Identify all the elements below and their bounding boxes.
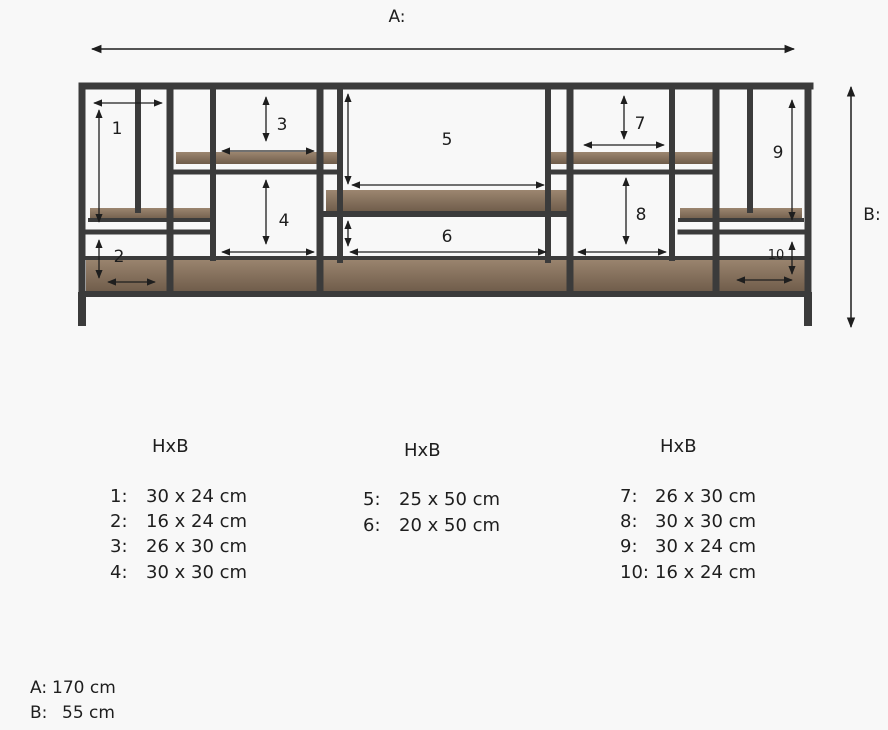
row-value: 16 x 24 cm	[655, 562, 757, 583]
row-key: 10:	[620, 562, 649, 583]
total-value: 55 cm	[62, 703, 115, 723]
bottom-shelf	[86, 258, 806, 292]
row-key: 9:	[620, 536, 638, 557]
row-key: 6:	[363, 515, 381, 536]
column-header: HxB	[152, 436, 189, 457]
row-value: 30 x 30 cm	[655, 511, 757, 532]
tv-stand-diagram	[0, 0, 888, 340]
row-key: 3:	[110, 536, 128, 557]
total-key: A:	[30, 678, 48, 698]
row-value: 16 x 24 cm	[146, 511, 248, 532]
column-header: HxB	[660, 436, 697, 457]
compartment-label: 2	[113, 247, 125, 267]
compartment-label: 6	[441, 227, 453, 247]
row-value: 30 x 30 cm	[146, 562, 248, 583]
compartment-arrows	[94, 94, 792, 282]
total-key: B:	[30, 703, 48, 723]
compartment-label: 1	[111, 119, 123, 139]
row-value: 30 x 24 cm	[146, 486, 248, 507]
row-key: 4:	[110, 562, 128, 583]
total-value: 170 cm	[52, 678, 116, 698]
column-header: HxB	[404, 440, 441, 461]
shelf-center	[326, 190, 568, 212]
row-value: 26 x 30 cm	[655, 486, 757, 507]
row-value: 25 x 50 cm	[399, 489, 501, 510]
compartment-label: 3	[276, 115, 288, 135]
row-value: 20 x 50 cm	[399, 515, 501, 536]
compartment-label: 9	[772, 143, 784, 163]
dimension-a-label: A:	[388, 7, 406, 27]
row-key: 8:	[620, 511, 638, 532]
row-value: 30 x 24 cm	[655, 536, 757, 557]
row-value: 26 x 30 cm	[146, 536, 248, 557]
row-key: 1:	[110, 486, 128, 507]
compartment-label: 5	[441, 130, 453, 150]
shelf-left-upper	[176, 152, 340, 164]
compartment-label: 10	[767, 248, 785, 263]
row-key: 5:	[363, 489, 381, 510]
compartment-label: 8	[635, 205, 647, 225]
compartment-label: 4	[278, 211, 290, 231]
row-key: 2:	[110, 511, 128, 532]
row-key: 7:	[620, 486, 638, 507]
compartment-label: 7	[634, 114, 646, 134]
dimension-b-label: B:	[863, 205, 881, 225]
